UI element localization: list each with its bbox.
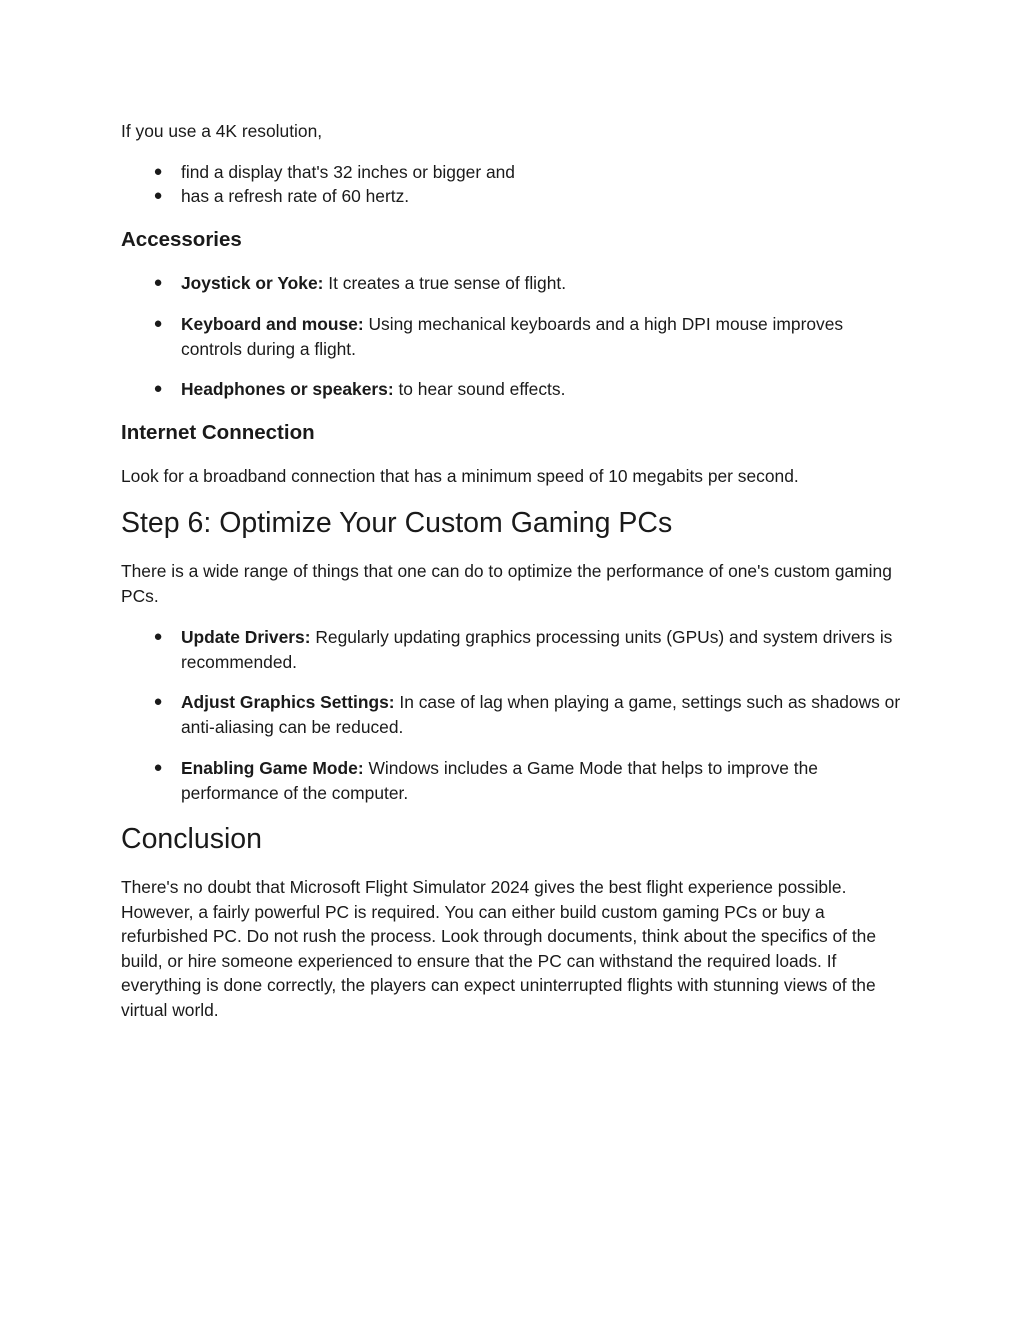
accessories-heading: Accessories (121, 228, 242, 251)
bullet-icon: ● (153, 759, 163, 776)
list-item-text (181, 271, 901, 296)
item-description: It creates a true sense of flight. (323, 273, 567, 293)
bullet-icon: ● (153, 628, 163, 645)
intro-paragraph: If you use a 4K resolution, (121, 121, 323, 141)
list-item-text (181, 312, 901, 361)
item-label: Enabling Game Mode: (181, 758, 364, 778)
internet-heading: Internet Connection (121, 421, 315, 444)
list-item-text (181, 756, 901, 805)
step6-heading: Step 6: Optimize Your Custom Gaming PCs (121, 507, 673, 539)
item-description: In case of lag when playing a game, settings such as shadows or anti-aliasing can be reduced. (181, 692, 901, 737)
bullet-icon: ● (153, 163, 163, 180)
list-item-text: has a refresh rate of 60 hertz. (181, 186, 410, 206)
list-item-text (181, 377, 901, 402)
list-item-text: find a display that's 32 inches or bigger and (181, 162, 515, 182)
item-label: Joystick or Yoke: (181, 273, 324, 293)
item-description: Windows includes a Game Mode that helps to improve the performance of the computer. (181, 758, 818, 803)
item-label: Adjust Graphics Settings: (181, 692, 395, 712)
list-item-text (181, 625, 901, 674)
item-description: Using mechanical keyboards and a high DPI mouse improves controls during a flight. (181, 314, 844, 359)
bullet-icon: ● (153, 693, 163, 710)
conclusion-heading: Conclusion (121, 823, 262, 855)
internet-paragraph: Look for a broadband connection that has a minimum speed of 10 megabits per second. (121, 466, 799, 486)
item-description: to hear sound effects. (393, 379, 566, 399)
bullet-icon: ● (153, 380, 163, 397)
item-label: Update Drivers: (181, 627, 311, 647)
bullet-icon: ● (153, 187, 163, 204)
item-label: Keyboard and mouse: (181, 314, 364, 334)
item-label: Headphones or speakers: (181, 379, 394, 399)
step6-intro-paragraph: There is a wide range of things that one can do to optimize the performance of one's custom gaming PCs. (121, 561, 892, 606)
item-description: Regularly updating graphics processing units (GPUs) and system drivers is recommended. (181, 627, 893, 672)
list-item-text (181, 690, 901, 739)
conclusion-paragraph: There's no doubt that Microsoft Flight Simulator 2024 gives the best flight experience possible. However, a fairly powerful PC is required. You can either build custom gaming PCs or buy a refurbished PC. Do not rush the process. Look through documents, think about the specifics of the build, or hire someone experienced to ensure that the PC can withstand the required loads. If everything is done correctly, the players can expect uninterrupted flights with stunning views of the virtual world. (121, 877, 876, 1020)
bullet-icon: ● (153, 274, 163, 291)
bullet-icon: ● (153, 315, 163, 332)
